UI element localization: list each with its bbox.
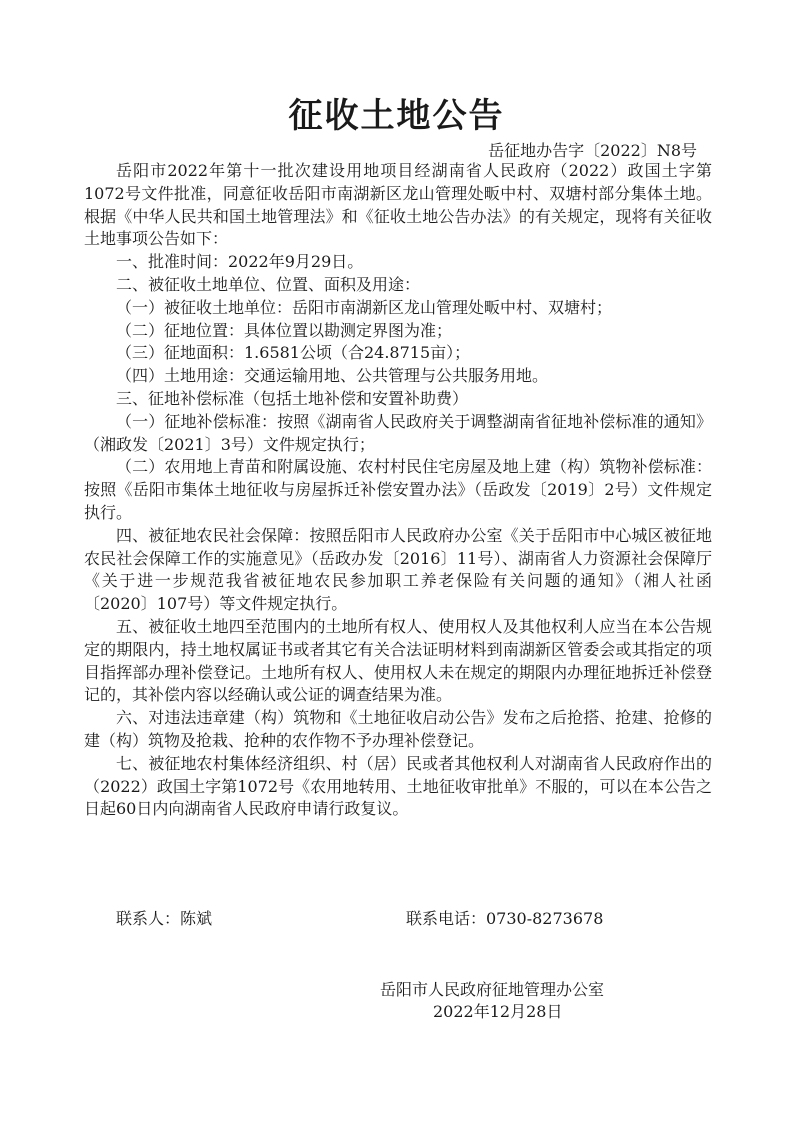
contact-phone: 联系电话：0730-8273678 [406, 909, 604, 928]
paragraph-land-use: （四）土地用途：交通运输用地、公共管理与公共服务用地。 [116, 366, 549, 386]
document-title: 征收土地公告 [288, 96, 505, 136]
document-number: 岳征地办告字〔2022〕N8号 [488, 141, 697, 160]
document-body [84, 160, 712, 821]
paragraph-approval-time: 一、批准时间：2022年9月29日。 [116, 252, 364, 272]
paragraph-land-location: （二）征地位置：具体位置以勘测定界图为准； [116, 320, 453, 340]
contact-name: 联系人：陈斌 [116, 909, 213, 928]
paragraph-compensation-standard: （一）征地补偿标准：按照《湖南省人民政府关于调整湖南省征地补偿标准的通知》（湘政发〔2021〕3号）文件规定执行； [84, 411, 712, 454]
paragraph-land-area: （三）征地面积：1.6581公顷（合24.8715亩）； [116, 343, 471, 363]
paragraph-appeal: 七、被征地农村集体经济组织、村（居）民或者其他权利人对湖南省人民政府作出的（2022）政国土字第1072号《农用地转用、土地征收审批单》不服的，可以在本公告之日起60日内向湖南省人民政府申请行政复议。 [84, 753, 712, 819]
signature-organization: 岳阳市人民政府征地管理办公室 [380, 980, 605, 999]
paragraph-registration: 五、被征收土地四至范围内的土地所有权人、使用权人及其他权利人应当在本公告规定的期限内，持土地权属证书或者其它有关合法证明材料到南湖新区管委会或其指定的项目指挥部办理补偿登记。土地所有权人、使用权人未在规定的期限内办理征地拆迁补偿登记的，其补偿内容以经确认或公证的调查结果为准。 [84, 616, 712, 705]
signature-date: 2022年12月28日 [433, 1002, 563, 1021]
paragraph-compensation-heading: 三、征地补偿标准（包括土地补偿和安置补助费） [116, 388, 469, 408]
paragraph-social-security: 四、被征地农民社会保障：按照岳阳市人民政府办公室《关于岳阳市中心城区被征地农民社会保障工作的实施意见》（岳政办发〔2016〕11号）、湖南省人力资源社会保障厅《关于进一步规范我省被征地农民参加职工养老保险有关问题的通知》（湘人社函〔2020〕107号）等文件规定执行。 [84, 525, 712, 614]
paragraph-intro: 岳阳市2022年第十一批次建设用地项目经湖南省人民政府（2022）政国土字第1072号文件批准，同意征收岳阳市南湖新区龙山管理处畈中村、双塘村部分集体土地。根据《中华人民共和国土地管理法》和《征收土地公告办法》的有关规定，现将有关征收土地事项公告如下： [84, 161, 712, 249]
paragraph-illegal-buildings: 六、对违法违章建（构）筑物和《土地征收启动公告》发布之后抢搭、抢建、抢修的建（构）筑物及抢栽、抢种的农作物不予办理补偿登记。 [84, 708, 712, 750]
paragraph-land-unit: （一）被征收土地单位：岳阳市南湖新区龙山管理处畈中村、双塘村； [116, 297, 613, 317]
paragraph-crops-compensation: （二）农用地上青苗和附属设施、农村村民住宅房屋及地上建（构）筑物补偿标准：按照《岳阳市集体土地征收与房屋拆迁补偿安置办法》（岳政发〔2019〕2号）文件规定执行。 [84, 457, 712, 522]
paragraph-land-heading: 二、被征收土地单位、位置、面积及用途： [116, 274, 421, 294]
